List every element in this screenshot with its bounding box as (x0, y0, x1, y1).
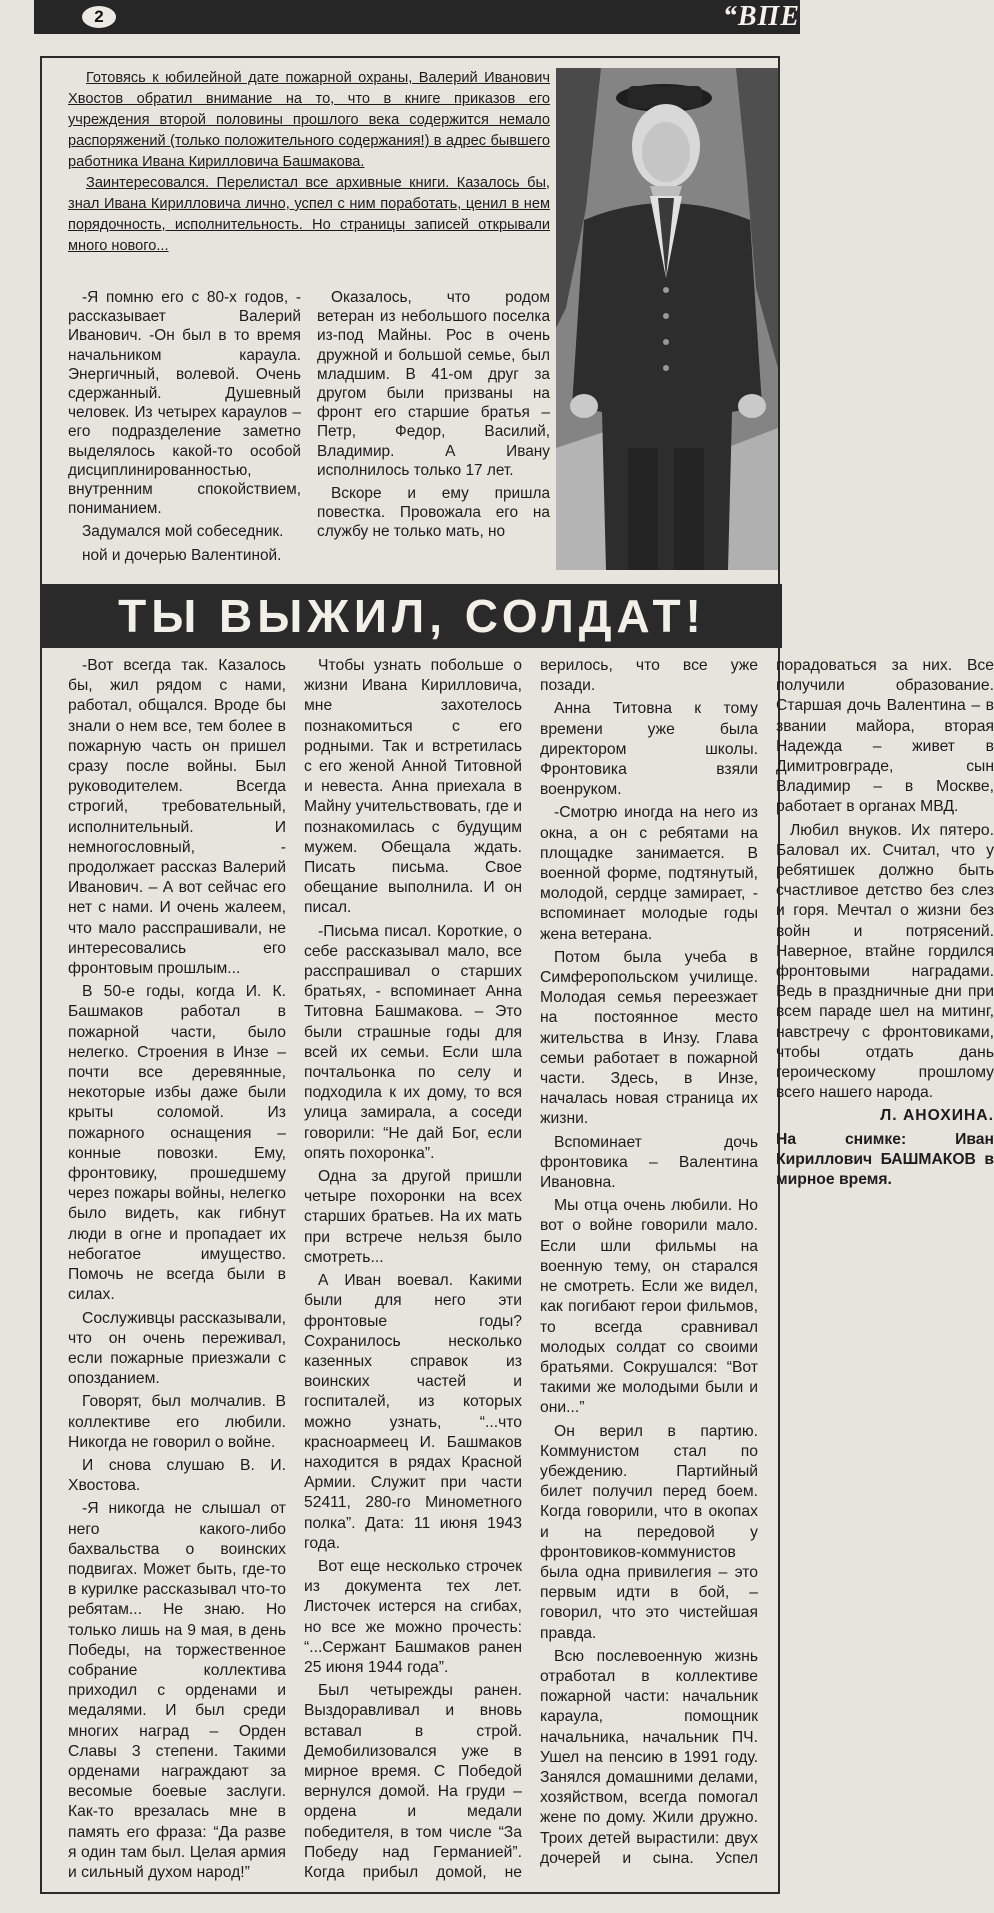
author-signature: Л. АНОХИНА. (880, 1107, 994, 1125)
paragraph: Сослуживцы рассказывали, что он очень переживал, если пожарные приезжали с опозданием. (68, 1309, 286, 1388)
intro-paragraph: Готовясь к юбилейной дате пожарной охраны, Валерий Иванович Хвостов обратил внимание на то, что в книге приказов его учреждения второй половины прошлого века содержится немало распоряжений (только положительного содержания!) в адрес бывшего работника Ивана Кирилловича Башмакова. (68, 70, 550, 170)
masthead: “ВПЕ (722, 1, 800, 32)
article-frame (40, 56, 994, 1894)
paragraph: Задумался мой собеседник. (82, 523, 284, 541)
paragraph: И снова слушаю В. И. Хвостова. (68, 1456, 286, 1495)
main-text-columns (68, 656, 994, 1888)
paragraph: Вот еще несколько строчек из документа тех лет. Листочек истерся на сгибах, но все же можно прочесть: “...Сержант Башмаков ранен 25 июня 1944 года”. (304, 1557, 522, 1676)
paragraph: -Смотрю иногда на него из окна, а он с ребятами на площадке занимается. В военной форме, подтянутый, молодой, сердце замирает, - вспоминает молодые годы жена ветерана. (540, 804, 758, 943)
paragraph: Вспоминает дочь фронтовика – Валентина Ивановна. (540, 1133, 758, 1192)
paragraph: -Письма писал. Короткие, о себе рассказывал мало, все расспрашивал о старших братьях, - вспоминает Анна Титовна Башмакова. – Это были страшные годы для всей их семьи. Если шла почтальонка по селу и подходила к их дому, то вся улица замирала, а соседи говорили: “Не дай Бог, если опять похоронка”. (304, 922, 522, 1162)
paragraph: Говорят, был молчалив. В коллективе его любили. Никогда не говорил о войне. (68, 1393, 286, 1451)
paragraph: -Я никогда не слышал от него какого-либо бахвальства о воинских подвигах. Может быть, где-то в курилке рассказывал что-то ребятам... Не знаю. Но только лишь на 9 мая, в день Победы, на торжественное собрание коллектива приходил с орденами и медалями. И был среди многих наград – Орден Славы 3 степени. Такими орденами награждают за весомые боевые заслуги. Как-то врезалась мне в память его фраза: “Да разве я один там был. Целая армия и сильный духом народ!” (68, 1500, 286, 1881)
paragraph: Одна за другой пришли четыре похоронки на всех старших братьев. На их мать при встрече нельзя было смотреть... (304, 1168, 522, 1266)
headline: ТЫ ВЫЖИЛ, СОЛДАТ! (42, 584, 782, 648)
paragraph: Потом была учеба в Симферопольском училище. Молодая семья переезжает на постоянное место жительства в Инзу. Глава семьи работает в пожарной части. Здесь, в Инзе, началась новая страница их жизни. (540, 948, 758, 1128)
top-text-columns (68, 288, 550, 565)
paragraph: Мы отца очень любили. Но вот о войне говорили мало. Если шли фильмы на военную тему, он старался не смотреть. Если же видел, как погибают герои фильмов, то всегда сравнивал молодых солдат со своими братьями. Сокрушался: “Вот такими же молодыми были и они...” (540, 1197, 758, 1417)
paragraph: Чтобы узнать побольше о жизни Ивана Кирилловича, мне захотелось познакомиться с его родными. Так и встретилась с его женой Анной Титовной и невеста. Анна приехала в Майну учительствовать, где и познакомилась с будущим мужем. Обещала ждать. Писать письма. Свое обещание выполнила. И он писал. (304, 657, 522, 917)
paragraph: Любил внуков. Их пятеро. Баловал их. Считал, что у ребятишек должно быть счастливое детство без слез и горя. Мечтал о жизни без войн и потрясений. Наверное, втайне гордился фронтовыми наградами. Ведь в праздничные дни при всем параде шел на митинг, навстречу с фронтовиками, чтобы отдать дань героическому прошлому всего нашего народа. (776, 821, 994, 1102)
paragraph: Оказалось, что родом ветеран из небольшого поселка из-под Майны. Рос в очень дружной и большой семье, был младшим. В 41-ом друг за другом были призваны на фронт его старшие братья – Петр, Федор, Василий, Владимир. А Ивану исполнилось только 17 лет. (317, 289, 550, 479)
article-intro (68, 68, 550, 257)
top-bar (34, 0, 800, 34)
paragraph: ной и дочерью Валентиной. (82, 546, 282, 564)
paragraph: -Вот всегда так. Казалось бы, жил рядом с нами, работал, общался. Вроде бы знали о нем все, тем более в пожарную часть он пришел сразу после войны. Был руководителем. Всегда строгий, требовательный, исполнительный. И немногословный, - продолжает рассказ Валерий Иванович. – А вот сейчас его нет с нами. И очень жалеем, что мало расспрашивали, не интересовались его фронтовым прошлым... (68, 657, 286, 978)
portrait-photo (556, 68, 778, 570)
paragraph: Был четырежды ранен. Выздоравливал и вновь вставал в строй. Демобилизовался уже в мирное время. С Победой вернулся домой. На груди – ордена и медали победителя, в том числе “За Победу над Германией”. Когда прибыл домой, не верилось, что все уже позади. (304, 657, 758, 1881)
paragraph: А Иван воевал. Какими были для него эти фронтовые годы? Сохранилось несколько казенных справок из воинских частей и госпиталей, из которых можно узнать, “...что красноармеец И. Башмаков находится в рядах Красной Армии. Служит при части 52411, 280-го Минометного полка”. Дата: 11 июня 1943 года. (304, 1272, 522, 1552)
paragraph: Всю послевоенную жизнь отработал в коллективе пожарной части: начальник караула, помощник начальника, начальник ПЧ. Ушел на пенсию в 1991 году. Занялся домашними делами, хозяйством, всегда помогал жене по дому. Жили дружно. Троих детей вырастили: двух дочерей и сына. Успел порадоваться за них. Все получили образование. Старшая дочь Валентина – в звании майора, вторая Надежда – живет в Димитровграде, сын Владимир – в Москве, работает в органах МВД. (540, 657, 994, 1867)
intro-paragraph: Заинтересовался. Перелистал все архивные книги. Казалось бы, знал Ивана Кирилловича лично, успел с ним поработать, ценил в нем порядочность, исполнительность. Но страницы записей открывали много нового... (68, 175, 550, 254)
photo-caption: На снимке: Иван Кириллович БАШМАКОВ в мирное время. (776, 1130, 994, 1189)
paragraph: Он верил в партию. Коммунистом стал по убеждению. Партийный билет получил перед боем. Когда говорили, что в окопах и на передовой у фронтовиков-коммунистов была одна привилегия – это первым идти в бой, – говорил, что это чистейшая правда. (540, 1422, 758, 1642)
page-number: 2 (82, 6, 116, 28)
paragraph: Вскоре и ему пришла повестка. Провожала его на службу не только мать, но (317, 485, 550, 541)
paragraph: Анна Титовна к тому времени уже была директором школы. Фронтовика взяли военруком. (540, 700, 758, 799)
paragraph: -Я помню его с 80-х годов, - рассказывает Валерий Иванович. -Он был в то время начальником караула. Энергичный, волевой. Очень сдержанный. Душевный человек. Из четырех караулов – его подразделение заметно выделялось какой-то особой дисциплинированностью, внутренним спокойствием, пониманием. (68, 289, 301, 518)
paragraph: В 50-е годы, когда И. К. Башмаков работал в пожарной части, было нелегко. Строения в Инзе – почти все деревянные, некоторые избы даже были крыты соломой. Из пожарного оснащения – конные повозки. Ему, фронтовику, прошедшему через пожары войны, нелегко было видеть, как гибнут люди в огне и пропадает их небогатое имущество. Помочь не всегда были в силах. (68, 983, 286, 1304)
